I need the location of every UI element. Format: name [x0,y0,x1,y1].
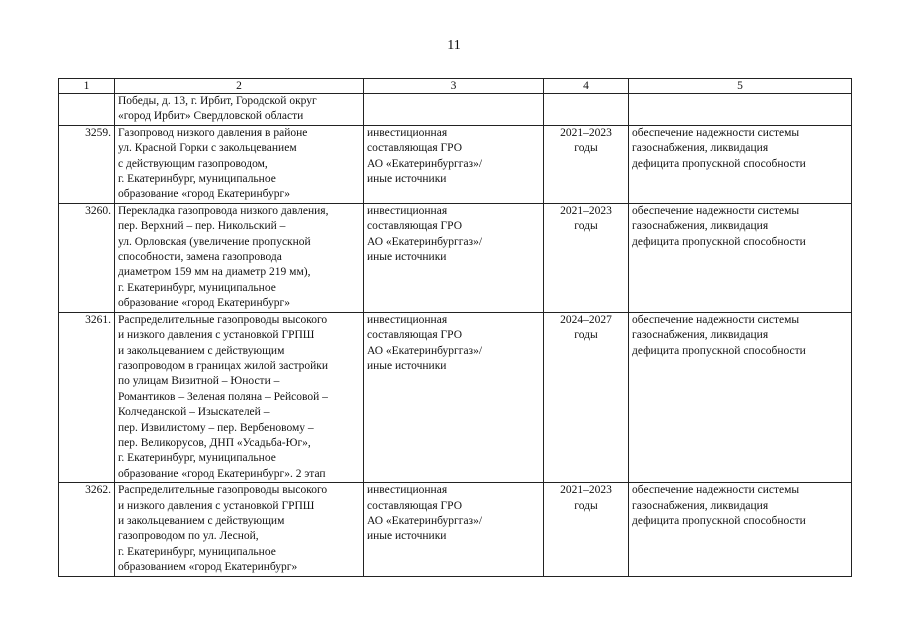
row-period: 2021–2023 годы [544,203,629,312]
header-col-4: 4 [544,79,629,94]
row-source: инвестиционная составляющая ГРО АО «Екатеринбурггаз»/ иные источники [364,483,544,576]
row-purpose: обеспечение надежности системы газоснабжения, ликвидация дефицита пропускной способности [629,203,852,312]
table-header [59,79,852,94]
row-description: Перекладка газопровода низкого давления, пер. Верхний – пер. Никольский – ул. Орловская (увеличение пропускной способности, замена газопровода диаметром 159 мм на диаметр 219 мм), г. Екатеринбург, муниципальное образование «город Екатеринбург» [115,203,364,312]
row-period: 2021–2023 годы [544,125,629,203]
row-source: инвестиционная составляющая ГРО АО «Екатеринбурггаз»/ иные источники [364,125,544,203]
header-col-3: 3 [364,79,544,94]
investment-table [58,78,852,577]
table-body [59,94,852,577]
table-row [59,125,852,203]
table-row [59,312,852,482]
row-source: инвестиционная составляющая ГРО АО «Екатеринбурггаз»/ иные источники [364,312,544,482]
row-description: Газопровод низкого давления в районе ул. Красной Горки с закольцеванием с действующим газопроводом, г. Екатеринбург, муниципальное образование «город Екатеринбург» [115,125,364,203]
row-period: 2024–2027 годы [544,312,629,482]
row-number: 3262. [59,483,115,576]
header-col-5: 5 [629,79,852,94]
table-row-continuation [59,94,852,126]
row-purpose: обеспечение надежности системы газоснабжения, ликвидация дефицита пропускной способности [629,483,852,576]
header-row [59,79,852,94]
row-number [59,94,115,126]
row-description: Распределительные газопроводы высокого и низкого давления с установкой ГРПШ и закольцеванием с действующим газопроводом по ул. Лесной, г. Екатеринбург, муниципальное образованием «город Екатеринбург» [115,483,364,576]
row-purpose: обеспечение надежности системы газоснабжения, ликвидация дефицита пропускной способности [629,312,852,482]
row-number: 3259. [59,125,115,203]
table-row [59,483,852,576]
row-source [364,94,544,126]
row-source: инвестиционная составляющая ГРО АО «Екатеринбурггаз»/ иные источники [364,203,544,312]
row-purpose [629,94,852,126]
header-col-1: 1 [59,79,115,94]
row-description: Распределительные газопроводы высокого и низкого давления с установкой ГРПШ и закольцеванием с действующим газопроводом в границах жилой застройки по улицам Визитной – Юности – Романтиков – Зеленая поляна – Рейсовой – Колчеданской – Изыскателей – пер. Извилистому – пер. Вербеновому – пер. Великорусов, ДНП «Усадьба-Юг», г. Екатеринбург, муниципальное образование «город Екатеринбург». 2 этап [115,312,364,482]
page-number: 11 [447,38,461,53]
row-period [544,94,629,126]
row-description: Победы, д. 13, г. Ирбит, Городской округ «город Ирбит» Свердловской области [115,94,364,126]
table-row [59,203,852,312]
row-number: 3260. [59,203,115,312]
row-purpose: обеспечение надежности системы газоснабжения, ликвидация дефицита пропускной способности [629,125,852,203]
row-number: 3261. [59,312,115,482]
row-period: 2021–2023 годы [544,483,629,576]
header-col-2: 2 [115,79,364,94]
